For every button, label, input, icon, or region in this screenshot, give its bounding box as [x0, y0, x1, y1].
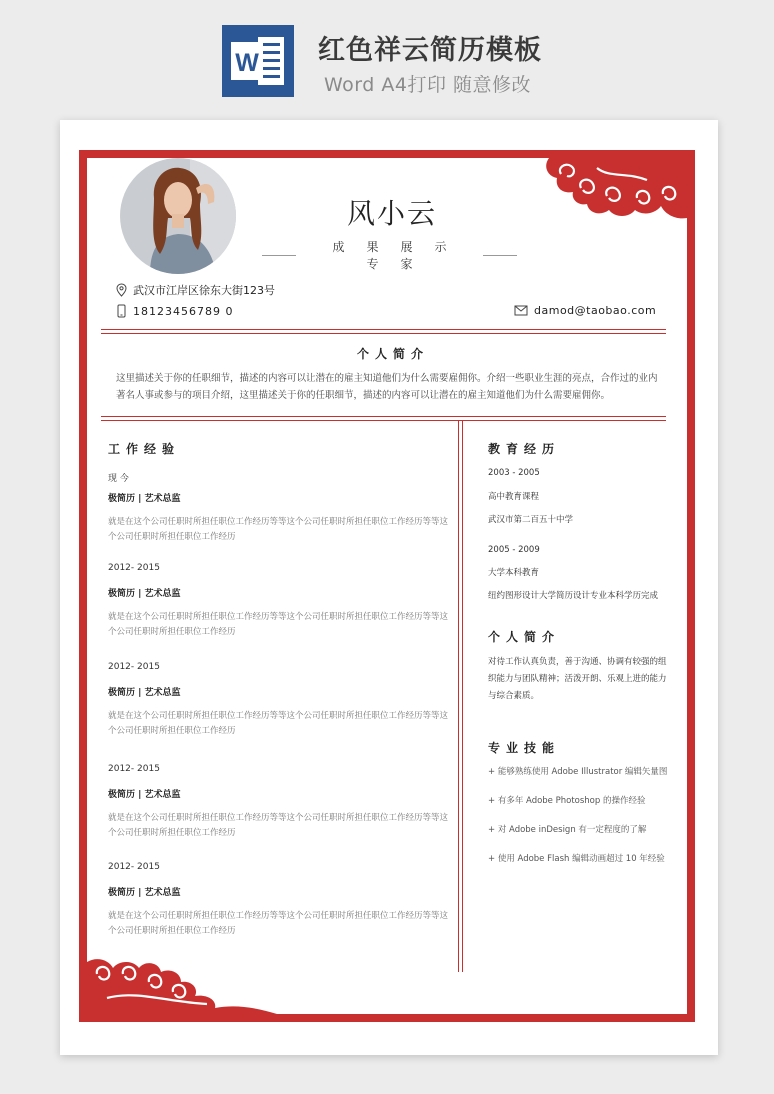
red-border-frame [79, 150, 695, 1022]
work-role: 极简历 | 艺术总监 [108, 494, 181, 504]
location-pin-icon [116, 283, 127, 297]
banner [0, 0, 774, 110]
edu-school: 高中教育课程 [488, 492, 540, 502]
edu-date: 2003 - 2005 [488, 468, 540, 478]
candidate-name: 风小云 [347, 197, 438, 230]
word-logo-icon [222, 25, 294, 97]
column-divider [458, 420, 463, 972]
banner-title: 红色祥云简历模板 [318, 35, 542, 66]
work-role: 极简历 | 艺术总监 [108, 688, 181, 698]
svg-text:W: W [235, 49, 259, 77]
work-date: 2012- 2015 [108, 563, 160, 573]
work-desc: 就是在这个公司任职时所担任职位工作经历等等这个公司任职时所担任职位工作经历等等这个公司任职时所担任职位工作经历 [108, 813, 449, 838]
phone-text: 18123456789 0 [133, 304, 234, 318]
tagline [262, 238, 517, 272]
work-date: 2012- 2015 [108, 764, 160, 774]
skill-item: + 能够熟练使用 Adobe Illustrator 编辑矢量图 [488, 767, 668, 777]
work-desc: 就是在这个公司任职时所担任职位工作经历等等这个公司任职时所担任职位工作经历等等这个公司任职时所担任职位工作经历 [108, 517, 449, 542]
education-title: 教育经历 [488, 442, 561, 456]
work-date: 2012- 2015 [108, 862, 160, 872]
avatar-photo [120, 158, 236, 274]
work-role: 极简历 | 艺术总监 [108, 589, 181, 599]
edu-school: 大学本科教育 [488, 568, 540, 578]
work-date: 2012- 2015 [108, 662, 160, 672]
phone-line [116, 304, 233, 318]
work-role: 极简历 | 艺术总监 [108, 888, 181, 898]
address-text: 武汉市江岸区徐东大街123号 [133, 284, 275, 297]
tagline-text: 成果展示专家 [332, 240, 469, 271]
edu-detail: 武汉市第二百五十中学 [488, 515, 574, 525]
divider [101, 416, 666, 421]
email-line[interactable] [514, 304, 656, 317]
edu-detail: 纽约图形设计大学简历设计专业本科学历完成 [488, 591, 659, 601]
work-desc: 就是在这个公司任职时所担任职位工作经历等等这个公司任职时所担任职位工作经历等等这个公司任职时所担任职位工作经历 [108, 612, 449, 637]
skill-item: + 对 Adobe inDesign 有一定程度的了解 [488, 825, 647, 835]
skill-item: + 使用 Adobe Flash 编辑动画超过 10 年经验 [488, 854, 665, 864]
intro-title: 个人简介 [357, 347, 430, 361]
resume-paper [60, 120, 718, 1055]
work-desc: 就是在这个公司任职时所担任职位工作经历等等这个公司任职时所担任职位工作经历等等这个公司任职时所担任职位工作经历 [108, 711, 449, 736]
cloud-ornament-bottom-left-icon [87, 954, 277, 1014]
work-title: 工作经验 [108, 442, 181, 456]
divider [101, 329, 666, 334]
cloud-ornament-top-right-icon [497, 158, 687, 230]
work-date: 现 今 [108, 474, 129, 484]
mail-icon [514, 305, 528, 316]
banner-subtitle: Word A4打印 随意修改 [324, 74, 532, 96]
profile-text: 对待工作认真负责，善于沟通、协调有较强的组织能力与团队精神；活泼开朗、乐观上进的能力与综合素质。 [488, 657, 667, 701]
phone-icon [116, 304, 127, 318]
skills-title: 专业技能 [488, 741, 561, 755]
profile-title: 个人简介 [488, 630, 561, 644]
email-text[interactable]: damod@taobao.com [534, 304, 657, 317]
skill-item: + 有多年 Adobe Photoshop 的操作经验 [488, 796, 646, 806]
address-line [116, 282, 275, 298]
intro-text: 这里描述关于你的任职细节，描述的内容可以让潜在的雇主知道他们为什么需要雇佣你。介绍一些职业生涯的亮点，合作过的业内著名人事或参与的项目介绍，这里描述关于你的任职细节，描述的内容可以让潜在的雇主知道他们为什么需要雇佣你。 [116, 373, 658, 401]
work-role: 极简历 | 艺术总监 [108, 790, 181, 800]
edu-date: 2005 - 2009 [488, 545, 540, 555]
work-desc: 就是在这个公司任职时所担任职位工作经历等等这个公司任职时所担任职位工作经历等等这个公司任职时所担任职位工作经历 [108, 911, 449, 936]
